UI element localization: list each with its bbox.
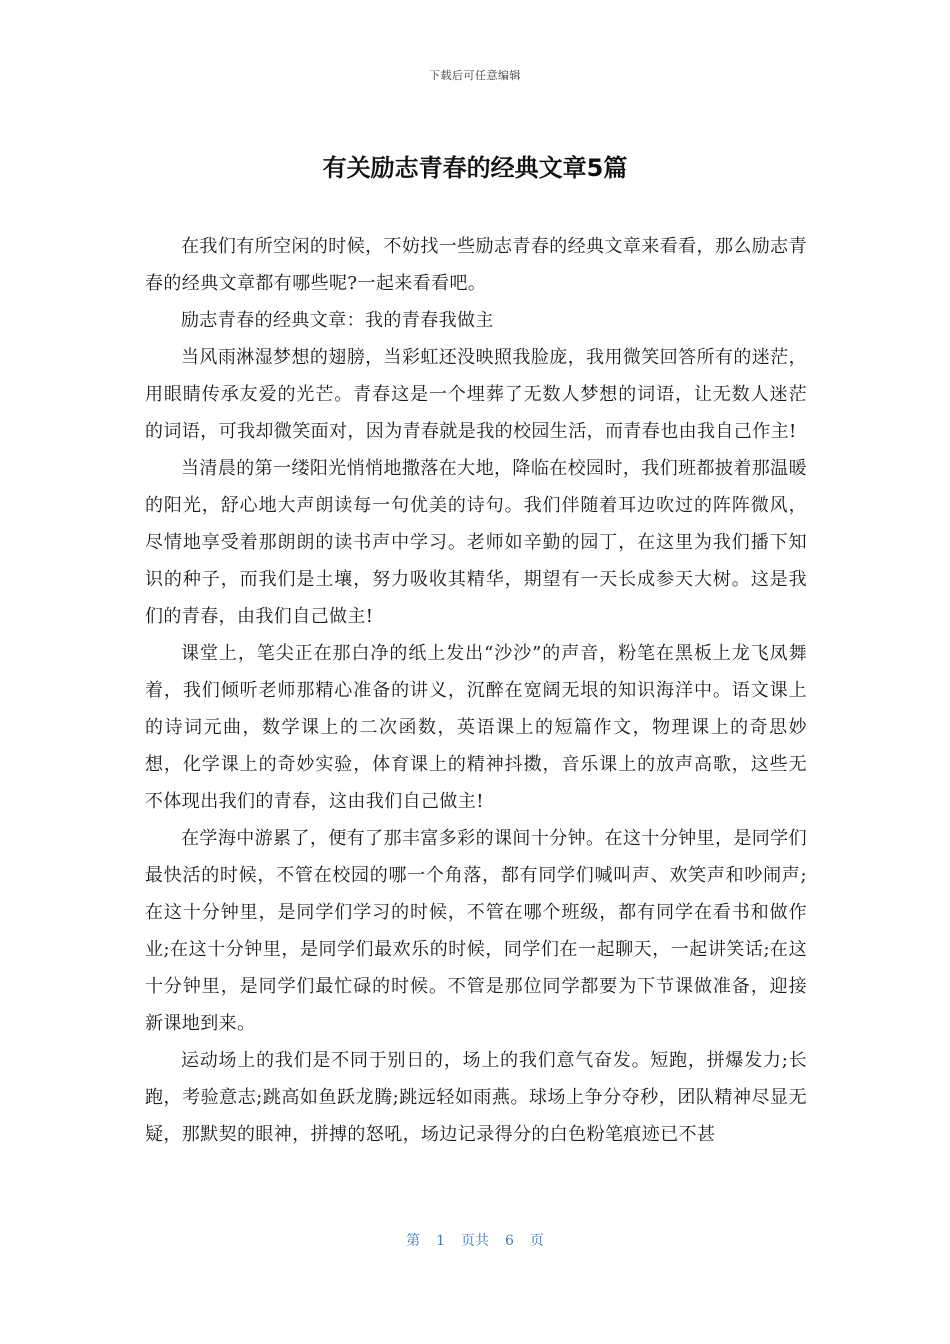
document-body — [145, 228, 807, 1153]
paragraph: 在学海中游累了，便有了那丰富多彩的课间十分钟。在这十分钟里，是同学们最快活的时候，不管在校园的哪一个角落，都有同学们喊叫声、欢笑声和吵闹声;在这十分钟里，是同学们学习的时候，不管在哪个班级，都有同学在看书和做作业;在这十分钟里，是同学们最欢乐的时候，同学们在一起聊天，一起讲笑话;在这十分钟里，是同学们最忙碌的时候。不管是那位同学都要为下节课做准备，迎接新课地到来。 — [145, 828, 807, 1034]
footer-middle: 页共 — [461, 1233, 489, 1249]
page-footer — [0, 1230, 950, 1250]
section-heading: 励志青春的经典文章：我的青春我做主 — [181, 310, 494, 331]
footer-total-pages: 6 — [505, 1233, 514, 1249]
header-note: 下载后可任意编辑 — [429, 69, 521, 82]
paragraph: 当清晨的第一缕阳光悄悄地撒落在大地，降临在校园时，我们班都披着那温暖的阳光，舒心地大声朗读每一句优美的诗句。我们伴随着耳边吹过的阵阵微风，尽情地享受着那朗朗的读书声中学习。老师如辛勤的园丁，在这里为我们播下知识的种子，而我们是土壤，努力吸收其精华，期望有一天长成参天大树。这是我们的青春，由我们自己做主! — [145, 458, 807, 627]
paragraph: 课堂上，笔尖正在那白净的纸上发出“沙沙”的声音，粉笔在黑板上龙飞凤舞着，我们倾听老师那精心准备的讲义，沉醉在宽阔无垠的知识海洋中。语文课上的诗词元曲，数学课上的二次函数，英语课上的短篇作文，物理课上的奇思妙想，化学课上的奇妙实验，体育课上的精神抖擞，音乐课上的放声高歌，这些无不体现出我们的青春，这由我们自己做主! — [145, 643, 807, 812]
footer-current-page: 1 — [436, 1233, 445, 1249]
paragraph-intro: 在我们有所空闲的时候，不妨找一些励志青春的经典文章来看看，那么励志青春的经典文章都有哪些呢?一起来看看吧。 — [145, 236, 807, 294]
paragraph: 当风雨淋湿梦想的翅膀，当彩虹还没映照我脸庞，我用微笑回答所有的迷茫，用眼睛传承友爱的光芒。青春这是一个埋葬了无数人梦想的词语，让无数人迷茫的词语，可我却微笑面对，因为青春就是我的校园生活，而青春也由我自己作主! — [145, 347, 807, 442]
footer-prefix: 第 — [406, 1233, 421, 1249]
document-title: 有关励志青春的经典文章5篇 — [322, 154, 628, 182]
footer-suffix: 页 — [529, 1233, 544, 1249]
paragraph: 运动场上的我们是不同于别日的，场上的我们意气奋发。短跑，拼爆发力;长跑，考验意志;跳高如鱼跃龙腾;跳远轻如雨燕。球场上争分夺秒，团队精神尽显无疑，那默契的眼神，拼搏的怒吼，场边记录得分的白色粉笔痕迹已不甚 — [145, 1050, 807, 1145]
